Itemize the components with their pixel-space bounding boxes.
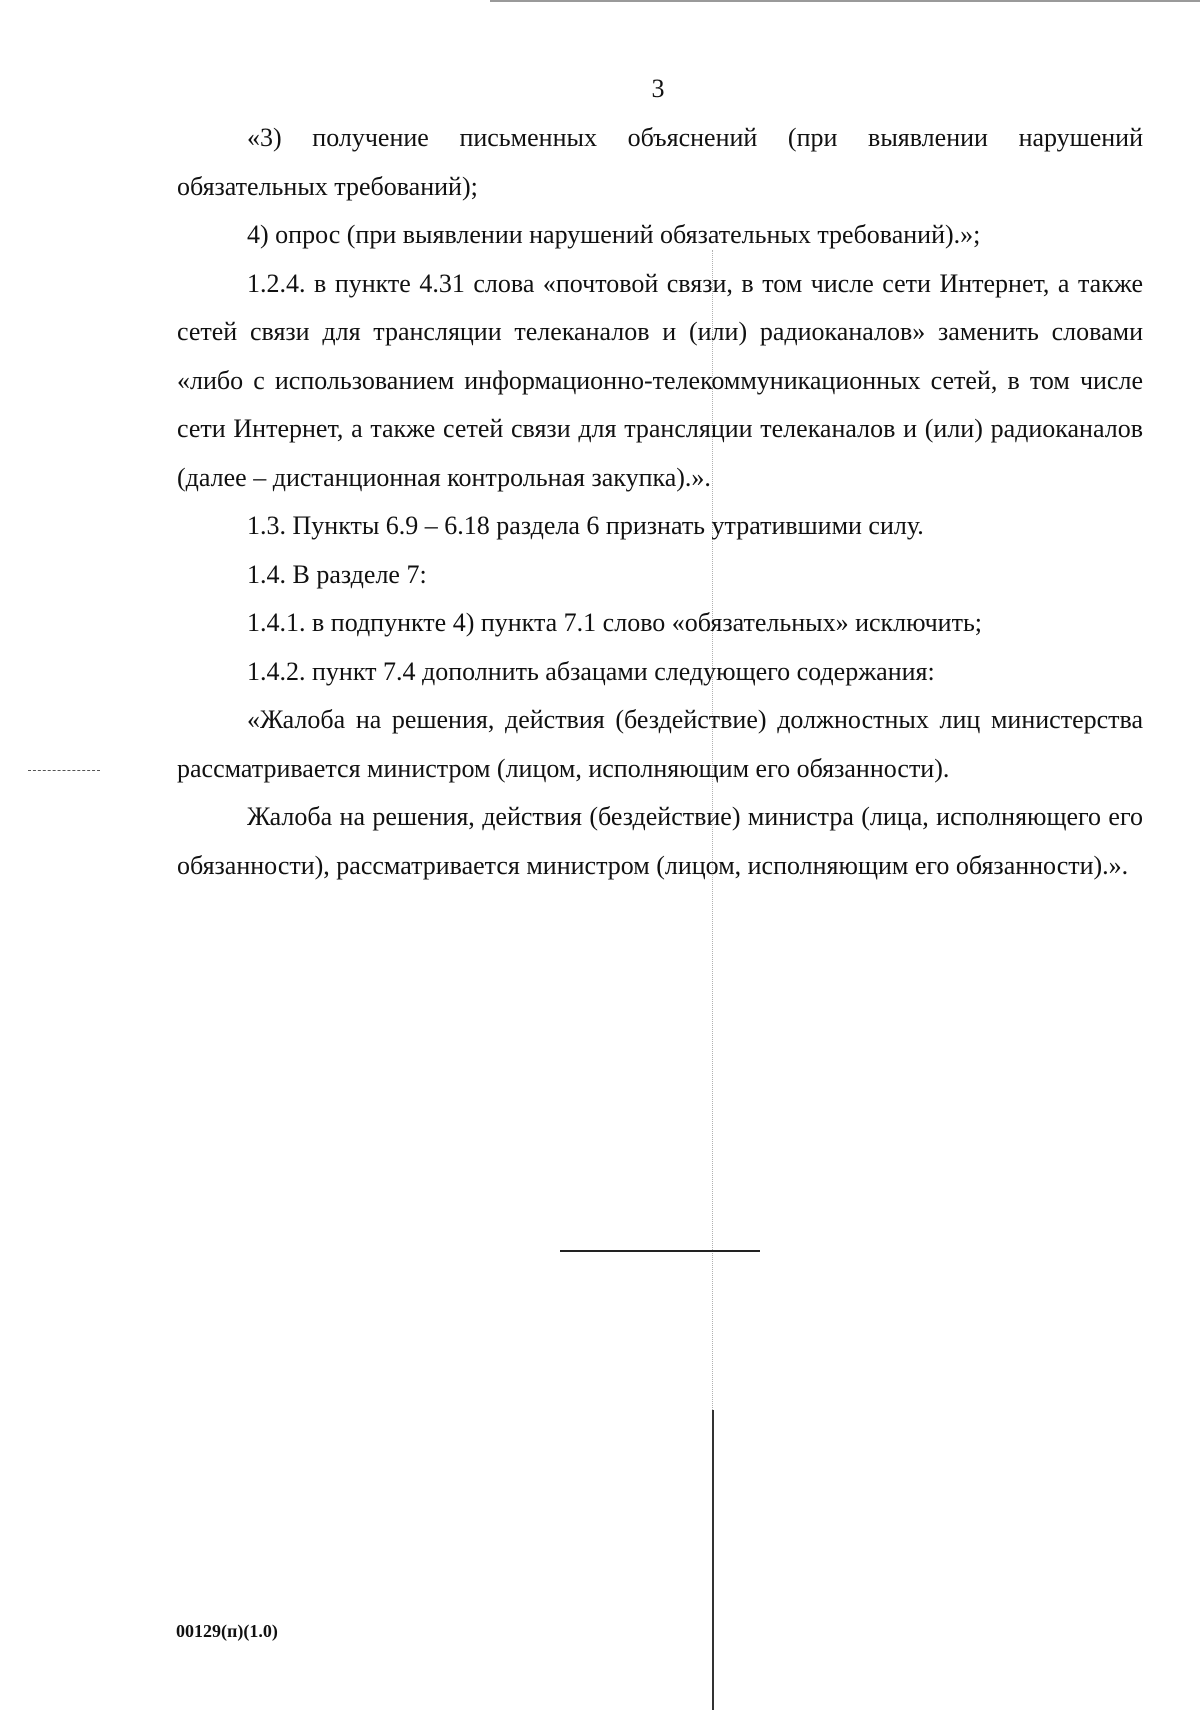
end-of-text-rule <box>560 1250 760 1252</box>
paragraph-1-4-2: 1.4.2. пункт 7.4 дополнить абзацами следующего содержания: <box>247 656 935 686</box>
margin-mark <box>28 770 100 771</box>
footer-document-code: 00129(п)(1.0) <box>176 1621 278 1641</box>
document-body <box>177 114 1143 890</box>
paragraph-item-4: 4) опрос (при выявлении нарушений обязательных требований).»; <box>247 220 981 249</box>
paragraph-1-2-4: 1.2.4. в пункте 4.31 слова «почтовой связи, в том числе сети Интернет, а также сетей связи для трансляции телеканалов и (или) радиоканалов» заменить словами «либо с использованием информационно-телекоммуникационных сетей, в том числе сети Интернет, а также сетей связи для трансляции телеканалов и (или) радиоканалов (далее – дистанционная контрольная закупка).». <box>177 268 1143 492</box>
scan-fold-line <box>712 1410 714 1710</box>
paragraph-complaint-officials: «Жалоба на решения, действия (бездействие) должностных лиц министерства рассматривается министром (лицом, исполняющим его обязанности). <box>177 705 1143 783</box>
paragraph-1-3: 1.3. Пункты 6.9 – 6.18 раздела 6 признать утратившими силу. <box>247 511 924 540</box>
paragraph-complaint-minister: Жалоба на решения, действия (бездействие) министра (лица, исполняющего его обязанности), рассматривается министром (лицом, исполняющим его обязанности).». <box>177 802 1143 880</box>
paragraph-1-4-1: 1.4.1. в подпункте 4) пункта 7.1 слово «обязательных» исключить; <box>247 608 983 637</box>
paragraph-1-4: 1.4. В разделе 7: <box>247 559 427 589</box>
paragraph-item-3: «3) получение письменных объяснений (при выявлении нарушений обязательных требований); <box>177 123 1143 201</box>
page-number: 3 <box>651 74 665 103</box>
scan-edge-line <box>490 0 1200 2</box>
